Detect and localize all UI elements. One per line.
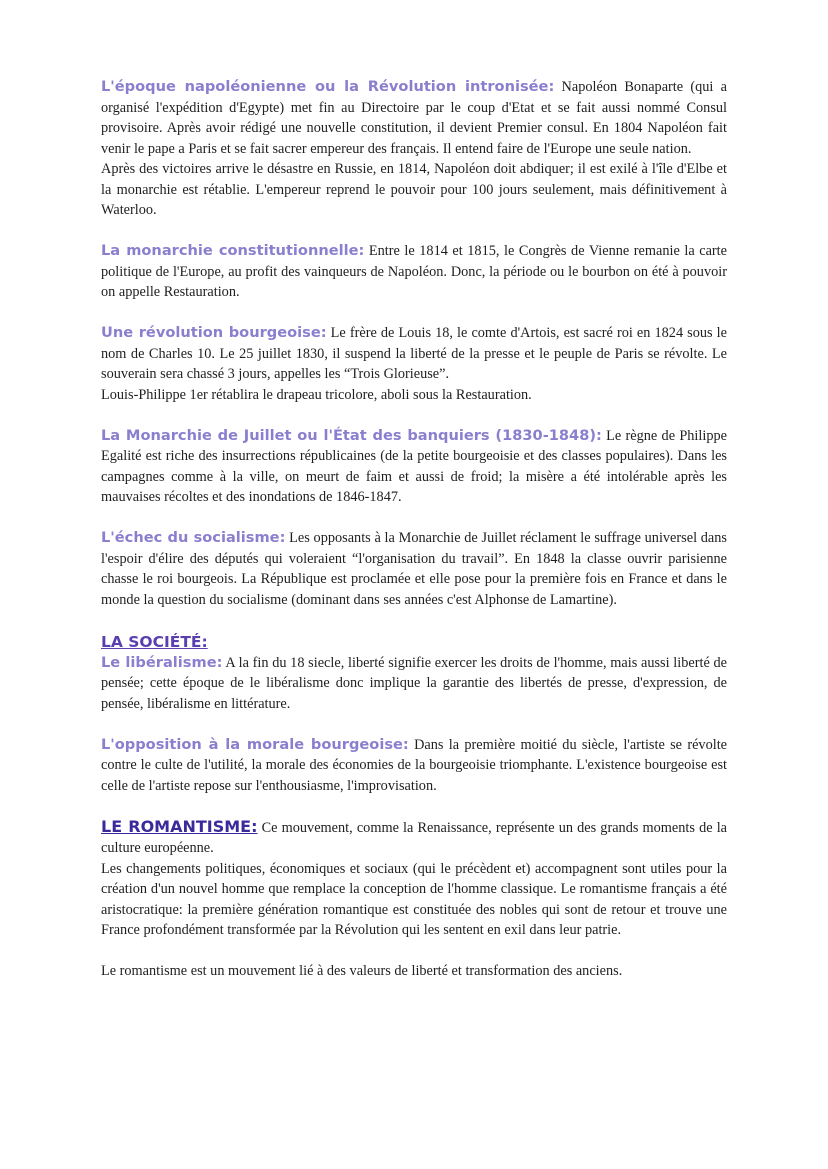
opposition-heading: L'opposition à la morale bourgeoise:: [101, 735, 409, 753]
paragraph: Les changements politiques, économiques et sociaux (qui le précèdent et) accompagnent sont utiles pour la création d'un nouvel homme que remplace la conception de l'homme classique. Le romantisme français a été aristocratique: la première génération romantique est constituée des nobles qui sont de retour et trouve une France profondément transformée par la Révolution qui les sentent en exil dans leur patrie.: [101, 860, 727, 938]
romantisme-text: Ce mouvement, comme la Renaissance, représente un des grands moments de la culture européenne.: [101, 819, 728, 856]
section-heading: Une révolution bourgeoise:: [101, 324, 327, 341]
paragraph: [101, 426, 727, 508]
section-monarchie-juillet: [101, 426, 727, 508]
paragraph: Après des victoires arrive le désastre en Russie, en 1814, Napoléon doit abdiquer; il est exilé à l'île d'Elbe et la monarchie est rétablie. L'empereur reprend le pouvoir pour 100 jours seulement, mais définitivement à Waterloo.: [101, 161, 727, 218]
liberalisme-heading: Le libéralisme:: [101, 653, 223, 671]
section-heading: L'échec du socialisme:: [101, 529, 286, 546]
section-revolution-bourgeoise: [101, 323, 727, 405]
section-monarchie-constitutionnelle: [101, 241, 727, 303]
paragraph: Le romantisme est un mouvement lié à des valeurs de liberté et transformation des anciens.: [101, 963, 623, 979]
romantisme-title: LE ROMANTISME:: [101, 816, 258, 836]
paragraph: Louis-Philippe 1er rétablira le drapeau tricolore, aboli sous la Restauration.: [101, 386, 532, 403]
section-heading: L'époque napoléonienne ou la Révolution intronisée:: [101, 78, 555, 95]
section-opposition: [101, 735, 727, 797]
societe-title: LA SOCIÉTÉ:: [101, 632, 208, 651]
paragraph: [101, 77, 727, 159]
section-heading: La Monarchie de Juillet ou l'État des banquiers (1830-1848):: [101, 426, 602, 444]
paragraph: [101, 241, 727, 303]
paragraph: [101, 653, 727, 715]
section-napoleon: [101, 77, 727, 221]
document-page: [101, 77, 727, 1002]
paragraph: [101, 817, 727, 859]
section-text: Les opposants à la Monarchie de Juillet réclament le suffrage universel dans l'espoir d'élire des députés qui voleraient “l'organisation du travail”. En 1848 la classe ouvrir parisienne chasse le roi bourgeois. La République est proclamée et elle pose pour la première fois en France et dans le monde la question du socialisme (dominant dans ses années c'est Alphonse de Lamartine).: [101, 530, 727, 608]
paragraph: [101, 323, 727, 385]
liberalisme-text: A la fin du 18 siecle, liberté signifie exercer les droits de l'homme, mais aussi liberté de pensée; cette époque de le libéralisme donc implique la garantie des libertés de presse, d'expression, de pensée, libéralisme en littérature.: [101, 654, 727, 712]
paragraph: [101, 528, 727, 610]
section-text: Entre le 1814 et 1815, le Congrès de Vienne remanie la carte politique de l'Europe, au profit des vainqueurs de Napoléon. Donc, la période ou le bourbon on été à pouvoir on appelle Restauration.: [101, 243, 727, 300]
section-text: Napoléon Bonaparte (qui a organisé l'expédition d'Egypte) met fin au Directoire par le coup d'Etat et se fait aussi nommé Consul provisoire. Après avoir rédigé une nouvelle constitution, il devient Premier consul. En 1804 Napoléon fait venir le pape a Paris et se fait sacrer empereur des français. Il entend faire de l'Europe une seule nation.: [101, 79, 728, 157]
section-societe: [101, 631, 727, 715]
section-conclusion: [101, 961, 727, 982]
section-text: Le règne de Philippe Egalité est riche des insurrections républicaines (de la petite bourgeoisie et des classes populaires). Dans les campagnes comme à la ville, on meurt de faim et aussi de froid; la misère a été intolérable après les mauvaises récoltes et des inondations de 1846-1847.: [101, 427, 727, 505]
section-text: Le frère de Louis 18, le comte d'Artois, est sacré roi en 1824 sous le nom de Charles 10. Le 25 juillet 1830, il suspend la liberté de la presse et le peuple de Paris se révolte. Le souverain sera chassé 3 jours, appelles les “Trois Glorieuse”.: [101, 325, 727, 382]
section-romantisme: [101, 817, 727, 941]
opposition-text: Dans la première moitié du siècle, l'artiste se révolte contre le culte de l'utilité, la morale des économies de la bourgeoisie triomphante. L'existence bourgeoise est celle de l'artiste repose sur l'enthousiasme, l'improvisation.: [101, 736, 728, 794]
paragraph: [101, 735, 727, 797]
section-echec-socialisme: [101, 528, 727, 610]
section-heading: La monarchie constitutionnelle:: [101, 242, 365, 259]
